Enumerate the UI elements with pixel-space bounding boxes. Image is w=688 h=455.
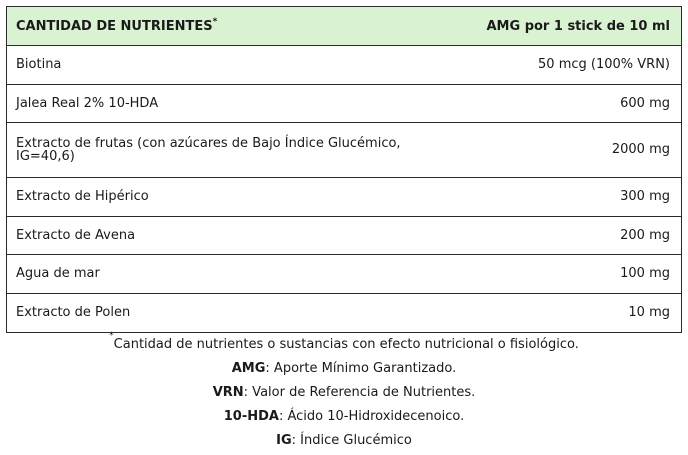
nutrient-name: Agua de mar <box>7 255 459 294</box>
header-nutrients-label: CANTIDAD DE NUTRIENTES <box>16 18 213 34</box>
table-row <box>7 255 682 294</box>
header-nutrients <box>7 7 459 46</box>
footnotes <box>0 333 688 453</box>
nutrient-name: Jalea Real 2% 10-HDA <box>7 84 459 123</box>
nutrient-amount: 300 mg <box>458 178 682 217</box>
nutrient-amount: 50 mcg (100% VRN) <box>458 46 682 85</box>
header-footnote-mark: * <box>212 16 218 27</box>
nutrient-name: Extracto de frutas (con azúcares de Bajo Índice Glucémico, IG=40,6) <box>7 123 459 178</box>
table-row <box>7 216 682 255</box>
abbr-ig <box>0 429 688 453</box>
abbr-ig-term: IG <box>276 433 292 448</box>
footnote-definition <box>0 333 688 357</box>
nutrient-name: Biotina <box>7 46 459 85</box>
table-row <box>7 178 682 217</box>
nutrient-amount: 100 mg <box>458 255 682 294</box>
abbr-amg <box>0 357 688 381</box>
nutrition-table <box>6 6 682 333</box>
nutrient-name: Extracto de Polen <box>7 293 459 332</box>
table-header-row <box>7 7 682 46</box>
table-row <box>7 46 682 85</box>
abbr-hda-term: 10-HDA <box>223 409 279 424</box>
nutrient-name: Extracto de Avena <box>7 216 459 255</box>
abbr-amg-term: AMG <box>231 361 266 376</box>
abbr-amg-text: : Aporte Mínimo Garantizado. <box>265 361 457 376</box>
header-amount: AMG por 1 stick de 10 ml <box>458 7 682 46</box>
abbr-ig-text: : Índice Glucémico <box>291 433 412 448</box>
nutrient-amount: 2000 mg <box>458 123 682 178</box>
abbr-vrn-text: : Valor de Referencia de Nutrientes. <box>243 385 476 400</box>
abbr-hda-text: : Ácido 10-Hidroxidecenoico. <box>278 409 465 424</box>
footnote-text: Cantidad de nutrientes o sustancias con efecto nutricional o fisiológico. <box>113 337 579 352</box>
table-row <box>7 293 682 332</box>
nutrient-amount: 200 mg <box>458 216 682 255</box>
nutrient-amount: 10 mg <box>458 293 682 332</box>
abbr-vrn-term: VRN <box>212 385 244 400</box>
table-row <box>7 123 682 178</box>
nutrient-name: Extracto de Hipérico <box>7 178 459 217</box>
table-row <box>7 84 682 123</box>
nutrient-amount: 600 mg <box>458 84 682 123</box>
abbr-vrn <box>0 381 688 405</box>
abbr-hda <box>0 405 688 429</box>
footnote-mark: * <box>109 331 114 341</box>
